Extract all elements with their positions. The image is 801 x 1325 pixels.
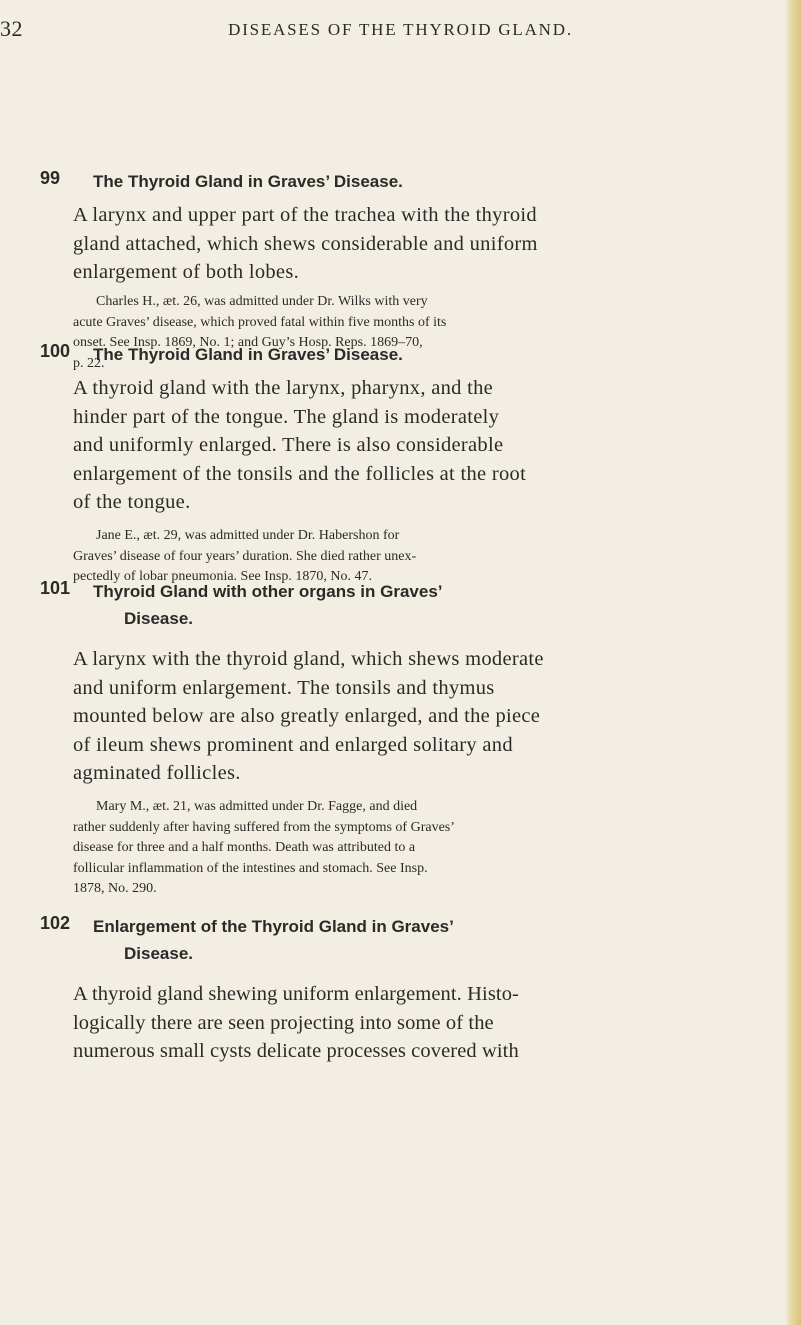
entry-number: 101 bbox=[40, 578, 71, 598]
entry-heading: Thyroid Gland with other organs in Graves’ Disease. bbox=[93, 582, 443, 628]
specimen-description: A thyroid gland shewing uniform enlargement. Histo- logically there are seen projecting into some of the numerous small cysts delicate processes covered with bbox=[73, 983, 519, 1062]
page-number: 32 bbox=[0, 16, 23, 41]
entry-number: 100 bbox=[40, 341, 71, 361]
specimen-description: A larynx with the thyroid gland, which shews moderate and uniform enlargement. The tonsils and thymus mounted below are also greatly enlarged, and the piece of ileum shews prominent and enlarged solitary and agminated follicles. bbox=[73, 648, 544, 784]
entry-number: 99 bbox=[40, 168, 61, 188]
case-note: Charles H., æt. 26, was admitted under Dr. Wilks with very acute Graves’ disease, which proved fatal within five months of its onset. See Insp. 1869, No. 1; and Guy’s Hosp. Reps. 1869–70, p. 22. bbox=[73, 294, 447, 371]
case-note: Mary M., æt. 21, was admitted under Dr. Fagge, and died rather suddenly after having suffered from the symptoms of Graves’ disease for three and a half months. Death was attributed to a follicular inflammation of the intestines and stomach. See Insp. 1878, No. 290. bbox=[73, 799, 455, 896]
running-head: DISEASES OF THE THYROID GLAND. bbox=[228, 20, 573, 39]
page-edge-discoloration bbox=[785, 0, 801, 1325]
entry-heading: Enlargement of the Thyroid Gland in Graves’ Disease. bbox=[93, 917, 454, 963]
entry-heading: The Thyroid Gland in Graves’ Disease. bbox=[93, 345, 403, 364]
entry-heading: The Thyroid Gland in Graves’ Disease. bbox=[93, 172, 403, 191]
case-note: Jane E., æt. 29, was admitted under Dr. Habershon for Graves’ disease of four years’ duration. She died rather unex- pectedly of lobar pneumonia. See Insp. 1870, No. 47. bbox=[73, 528, 417, 584]
specimen-description: A larynx and upper part of the trachea with the thyroid gland attached, which shews considerable and uniform enlargement of both lobes. bbox=[73, 204, 538, 283]
specimen-description: A thyroid gland with the larynx, pharynx, and the hinder part of the tongue. The gland is moderately and uniformly enlarged. There is also considerable enlargement of the tonsils and the follicles at the root of the tongue. bbox=[73, 377, 527, 513]
entry-number: 102 bbox=[40, 913, 71, 933]
